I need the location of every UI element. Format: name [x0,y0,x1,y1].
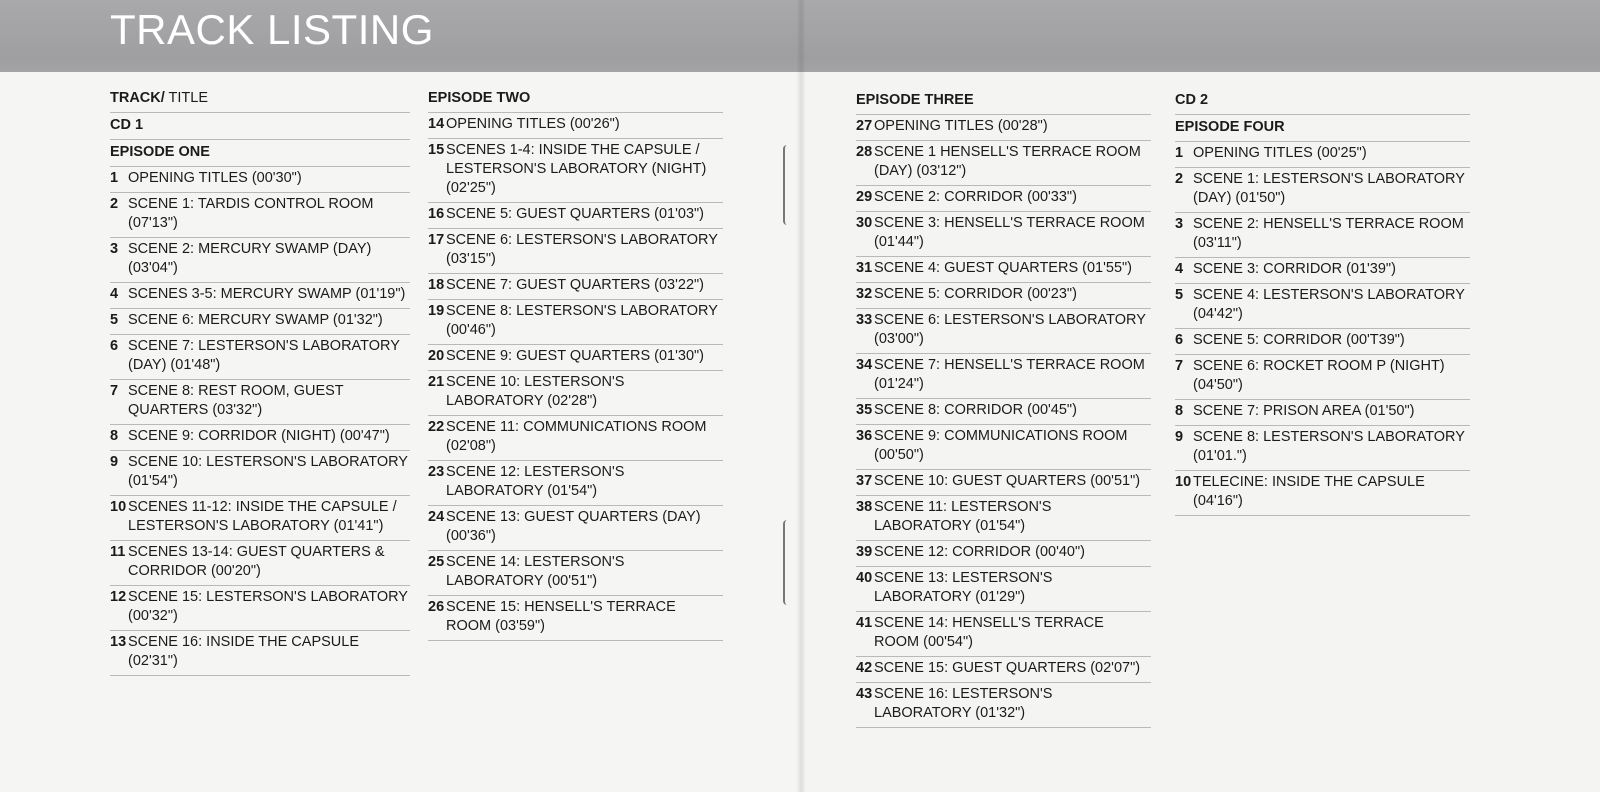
track-title: SCENE 6: LESTERSON'S LABORATORY (03'15") [446,232,718,267]
track-row [856,309,1151,354]
track-number: 14 [428,116,445,132]
track-title: SCENE 9: CORRIDOR (NIGHT) (00'47") [128,428,390,444]
track-row [110,451,410,496]
track-row [428,139,723,203]
staple-mark-top [783,145,791,225]
track-title: SCENE 2: CORRIDOR (00'33") [874,189,1077,205]
track-title: SCENE 8: LESTERSON'S LABORATORY (00'46") [446,303,718,338]
track-title: SCENE 10: LESTERSON'S LABORATORY (02'28") [446,374,625,409]
header-title-label: TITLE [164,90,209,106]
track-row [110,309,410,335]
track-number: 5 [1175,287,1184,303]
track-row [110,541,410,586]
track-title: SCENE 14: HENSELL'S TERRACE ROOM (00'54") [874,615,1104,650]
track-number: 2 [1175,171,1184,187]
track-row [110,496,410,541]
track-row [1175,471,1470,516]
track-title: SCENE 15: LESTERSON'S LABORATORY (00'32") [128,589,408,624]
track-number: 16 [428,206,445,222]
track-title: SCENE 11: LESTERSON'S LABORATORY (01'54") [874,499,1052,534]
track-title: SCENE 12: LESTERSON'S LABORATORY (01'54") [446,464,625,499]
track-row [110,283,410,309]
track-number: 13 [110,634,127,650]
episode-heading: EPISODE THREE [856,88,1151,115]
track-row [1175,355,1470,400]
track-number: 38 [856,499,873,515]
track-title: SCENES 3-5: MERCURY SWAMP (01'19") [128,286,406,302]
track-number: 10 [1175,474,1192,490]
track-title: OPENING TITLES (00'30") [128,170,302,186]
track-row [428,274,723,300]
track-number: 32 [856,286,873,302]
track-row [856,354,1151,399]
track-number: 15 [428,142,445,158]
track-number: 3 [110,241,119,257]
track-row [428,229,723,274]
track-number: 2 [110,196,119,212]
track-title: SCENE 5: GUEST QUARTERS (01'03") [446,206,704,222]
track-row [856,257,1151,283]
track-number: 4 [1175,261,1184,277]
track-number: 23 [428,464,445,480]
track-title: SCENE 13: LESTERSON'S LABORATORY (01'29") [874,570,1053,605]
track-row [856,470,1151,496]
track-row [428,371,723,416]
track-row [856,541,1151,567]
track-row [428,300,723,345]
track-row [1175,284,1470,329]
track-list [428,113,723,641]
track-title: SCENE 10: LESTERSON'S LABORATORY (01'54") [128,454,408,489]
track-number: 43 [856,686,873,702]
track-title: SCENE 6: MERCURY SWAMP (01'32") [128,312,383,328]
track-row [856,212,1151,257]
track-row [110,238,410,283]
track-title: OPENING TITLES (00'26") [446,116,620,132]
track-row [856,683,1151,728]
track-title: SCENE 15: HENSELL'S TERRACE ROOM (03'59") [446,599,676,634]
track-row [856,399,1151,425]
track-row [856,612,1151,657]
track-number: 6 [110,338,119,354]
track-number: 1 [110,170,119,186]
title-banner-right [800,0,1600,72]
cd-label: CD 2 [1175,88,1470,115]
track-number: 19 [428,303,445,319]
track-row [110,167,410,193]
track-row [110,335,410,380]
track-number: 39 [856,544,873,560]
track-number: 21 [428,374,445,390]
track-title: SCENE 6: ROCKET ROOM P (NIGHT) (04'50") [1193,358,1445,393]
track-title: OPENING TITLES (00'25") [1193,145,1367,161]
track-number: 9 [1175,429,1184,445]
track-number: 42 [856,660,873,676]
track-title: SCENE 2: MERCURY SWAMP (DAY) (03'04") [128,241,372,276]
track-number: 41 [856,615,873,631]
track-row [1175,258,1470,284]
episode-heading: EPISODE FOUR [1175,115,1470,142]
track-number: 33 [856,312,873,328]
track-title: SCENES 11-12: INSIDE THE CAPSULE / LESTERSON'S LABORATORY (01'41") [128,499,397,534]
track-number: 22 [428,419,445,435]
track-row [110,193,410,238]
track-number: 10 [110,499,127,515]
track-row [1175,426,1470,471]
cd-label: CD 1 [110,113,410,140]
column-episode-four [1175,88,1470,516]
track-row [1175,400,1470,426]
track-number: 17 [428,232,445,248]
episode-heading: EPISODE TWO [428,86,723,113]
track-title: SCENE 8: CORRIDOR (00'45") [874,402,1077,418]
track-row [110,631,410,676]
track-title: SCENE 11: COMMUNICATIONS ROOM (02'08") [446,419,707,454]
title-banner-left [0,0,800,72]
track-number: 7 [110,383,119,399]
track-title: SCENE 1: TARDIS CONTROL ROOM (07'13") [128,196,374,231]
track-title: SCENE 5: CORRIDOR (00'T39") [1193,332,1405,348]
track-title: SCENE 9: COMMUNICATIONS ROOM (00'50") [874,428,1128,463]
track-row [856,425,1151,470]
track-row [428,551,723,596]
track-row [428,345,723,371]
episode-heading: EPISODE ONE [110,140,410,167]
track-row [856,657,1151,683]
track-title: SCENE 6: LESTERSON'S LABORATORY (03'00") [874,312,1146,347]
track-title: SCENE 7: GUEST QUARTERS (03'22") [446,277,704,293]
track-number: 20 [428,348,445,364]
track-row [856,115,1151,141]
track-row [428,416,723,461]
track-number: 35 [856,402,873,418]
track-row [856,496,1151,541]
track-title: SCENES 1-4: INSIDE THE CAPSULE / LESTERSON'S LABORATORY (NIGHT) (02'25") [446,142,707,196]
track-number: 25 [428,554,445,570]
track-title: SCENE 9: GUEST QUARTERS (01'30") [446,348,704,364]
track-number: 12 [110,589,127,605]
track-row [1175,168,1470,213]
track-number: 5 [110,312,119,328]
staple-mark-bottom [783,520,791,605]
track-number: 8 [1175,403,1184,419]
track-number: 3 [1175,216,1184,232]
track-title: SCENE 16: INSIDE THE CAPSULE (02'31") [128,634,360,669]
track-number: 30 [856,215,873,231]
track-number: 40 [856,570,873,586]
booklet-fold [797,0,805,792]
track-number: 6 [1175,332,1184,348]
track-number: 34 [856,357,873,373]
track-row [428,113,723,139]
track-row [110,380,410,425]
track-title: SCENE 4: GUEST QUARTERS (01'55") [874,260,1132,276]
track-row [856,567,1151,612]
track-title: SCENE 7: LESTERSON'S LABORATORY (DAY) (01'48") [128,338,400,373]
track-title: TELECINE: INSIDE THE CAPSULE (04'16") [1193,474,1425,509]
track-row [428,203,723,229]
track-row [1175,213,1470,258]
header-track-label: TRACK/ [110,90,165,106]
track-list [1175,142,1470,516]
track-number: 31 [856,260,873,276]
track-number: 36 [856,428,873,444]
track-row [856,186,1151,212]
track-title: SCENE 1 HENSELL'S TERRACE ROOM (DAY) (03'12") [874,144,1141,179]
track-number: 8 [110,428,119,444]
track-number: 9 [110,454,119,470]
track-row [1175,142,1470,168]
track-row [110,425,410,451]
track-title: SCENE 3: CORRIDOR (01'39") [1193,261,1396,277]
track-title: SCENE 14: LESTERSON'S LABORATORY (00'51") [446,554,625,589]
track-number: 7 [1175,358,1184,374]
track-title: SCENE 2: HENSELL'S TERRACE ROOM (03'11") [1193,216,1464,251]
track-list [110,167,410,676]
track-title: SCENE 16: LESTERSON'S LABORATORY (01'32") [874,686,1053,721]
column-episode-three [856,88,1151,728]
track-title: SCENE 5: CORRIDOR (00'23") [874,286,1077,302]
track-title: SCENES 13-14: GUEST QUARTERS & CORRIDOR (00'20") [128,544,385,579]
track-title: OPENING TITLES (00'28") [874,118,1048,134]
track-number: 28 [856,144,873,160]
track-number: 1 [1175,145,1184,161]
track-title: SCENE 12: CORRIDOR (00'40") [874,544,1085,560]
track-number: 27 [856,118,873,134]
page-title: TRACK LISTING [110,6,434,53]
track-title: SCENE 15: GUEST QUARTERS (02'07") [874,660,1141,676]
track-row [110,586,410,631]
track-title: SCENE 7: HENSELL'S TERRACE ROOM (01'24") [874,357,1145,392]
track-title: SCENE 8: LESTERSON'S LABORATORY (01'01.") [1193,429,1465,464]
column-episode-one [110,86,410,676]
track-title: SCENE 1: LESTERSON'S LABORATORY (DAY) (01'50") [1193,171,1465,206]
track-number: 29 [856,189,873,205]
track-number: 18 [428,277,445,293]
column-episode-two [428,86,723,641]
track-title: SCENE 3: HENSELL'S TERRACE ROOM (01'44") [874,215,1145,250]
track-number: 11 [110,544,126,560]
track-row [856,141,1151,186]
track-title: SCENE 8: REST ROOM, GUEST QUARTERS (03'32") [128,383,344,418]
track-title: SCENE 13: GUEST QUARTERS (DAY) (00'36") [446,509,701,544]
track-row [428,461,723,506]
track-title: SCENE 4: LESTERSON'S LABORATORY (04'42") [1193,287,1465,322]
track-row [428,596,723,641]
track-number: 24 [428,509,445,525]
track-row [856,283,1151,309]
column-header [110,86,410,113]
track-number: 37 [856,473,873,489]
track-list [856,115,1151,728]
track-row [428,506,723,551]
track-number: 4 [110,286,119,302]
track-number: 26 [428,599,445,615]
track-row [1175,329,1470,355]
track-title: SCENE 10: GUEST QUARTERS (00'51") [874,473,1141,489]
track-title: SCENE 7: PRISON AREA (01'50") [1193,403,1415,419]
